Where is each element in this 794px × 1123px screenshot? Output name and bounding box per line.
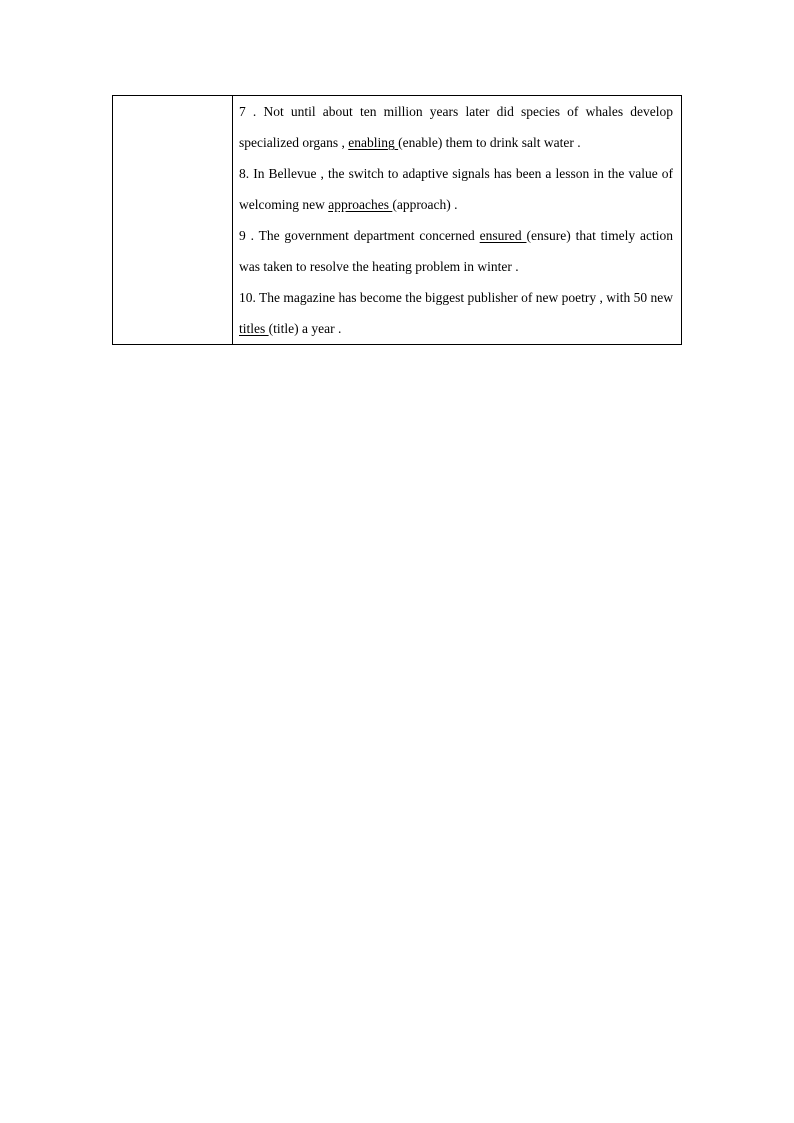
sentence-item-8: [239, 158, 673, 220]
sentence-text: 10. The magazine has become the biggest publisher of new poetry , with 50 new: [239, 290, 673, 305]
sentence-text: 8. In Bellevue , the switch to adaptive signals has been a lesson in the value of welcoming new: [239, 166, 673, 212]
sentence-text: (title) a year .: [268, 321, 342, 336]
sentences-cell: [233, 96, 682, 345]
sentence-text: (enable) them to drink salt water .: [398, 135, 581, 150]
answer-word: approaches: [328, 197, 393, 212]
answer-word: titles: [239, 321, 269, 336]
sentence-text: (approach) .: [392, 197, 458, 212]
answer-word: enabling: [348, 135, 399, 150]
sentence-text: 7 . Not until about ten million years later did species of whales develop specialized organs ,: [239, 104, 673, 150]
sentence-item-10: [239, 282, 673, 344]
sentence-text: 9 . The government department concerned: [239, 228, 480, 243]
empty-label-cell: [113, 96, 233, 345]
answer-word: ensured: [479, 228, 527, 243]
sentence-item-9: [239, 220, 673, 282]
sentence-text: (ensure) that timely action was taken to resolve the heating problem in winter .: [239, 228, 674, 274]
sentence-item-7: [239, 96, 673, 158]
table-row: [113, 96, 682, 345]
exercise-table: [112, 95, 682, 345]
